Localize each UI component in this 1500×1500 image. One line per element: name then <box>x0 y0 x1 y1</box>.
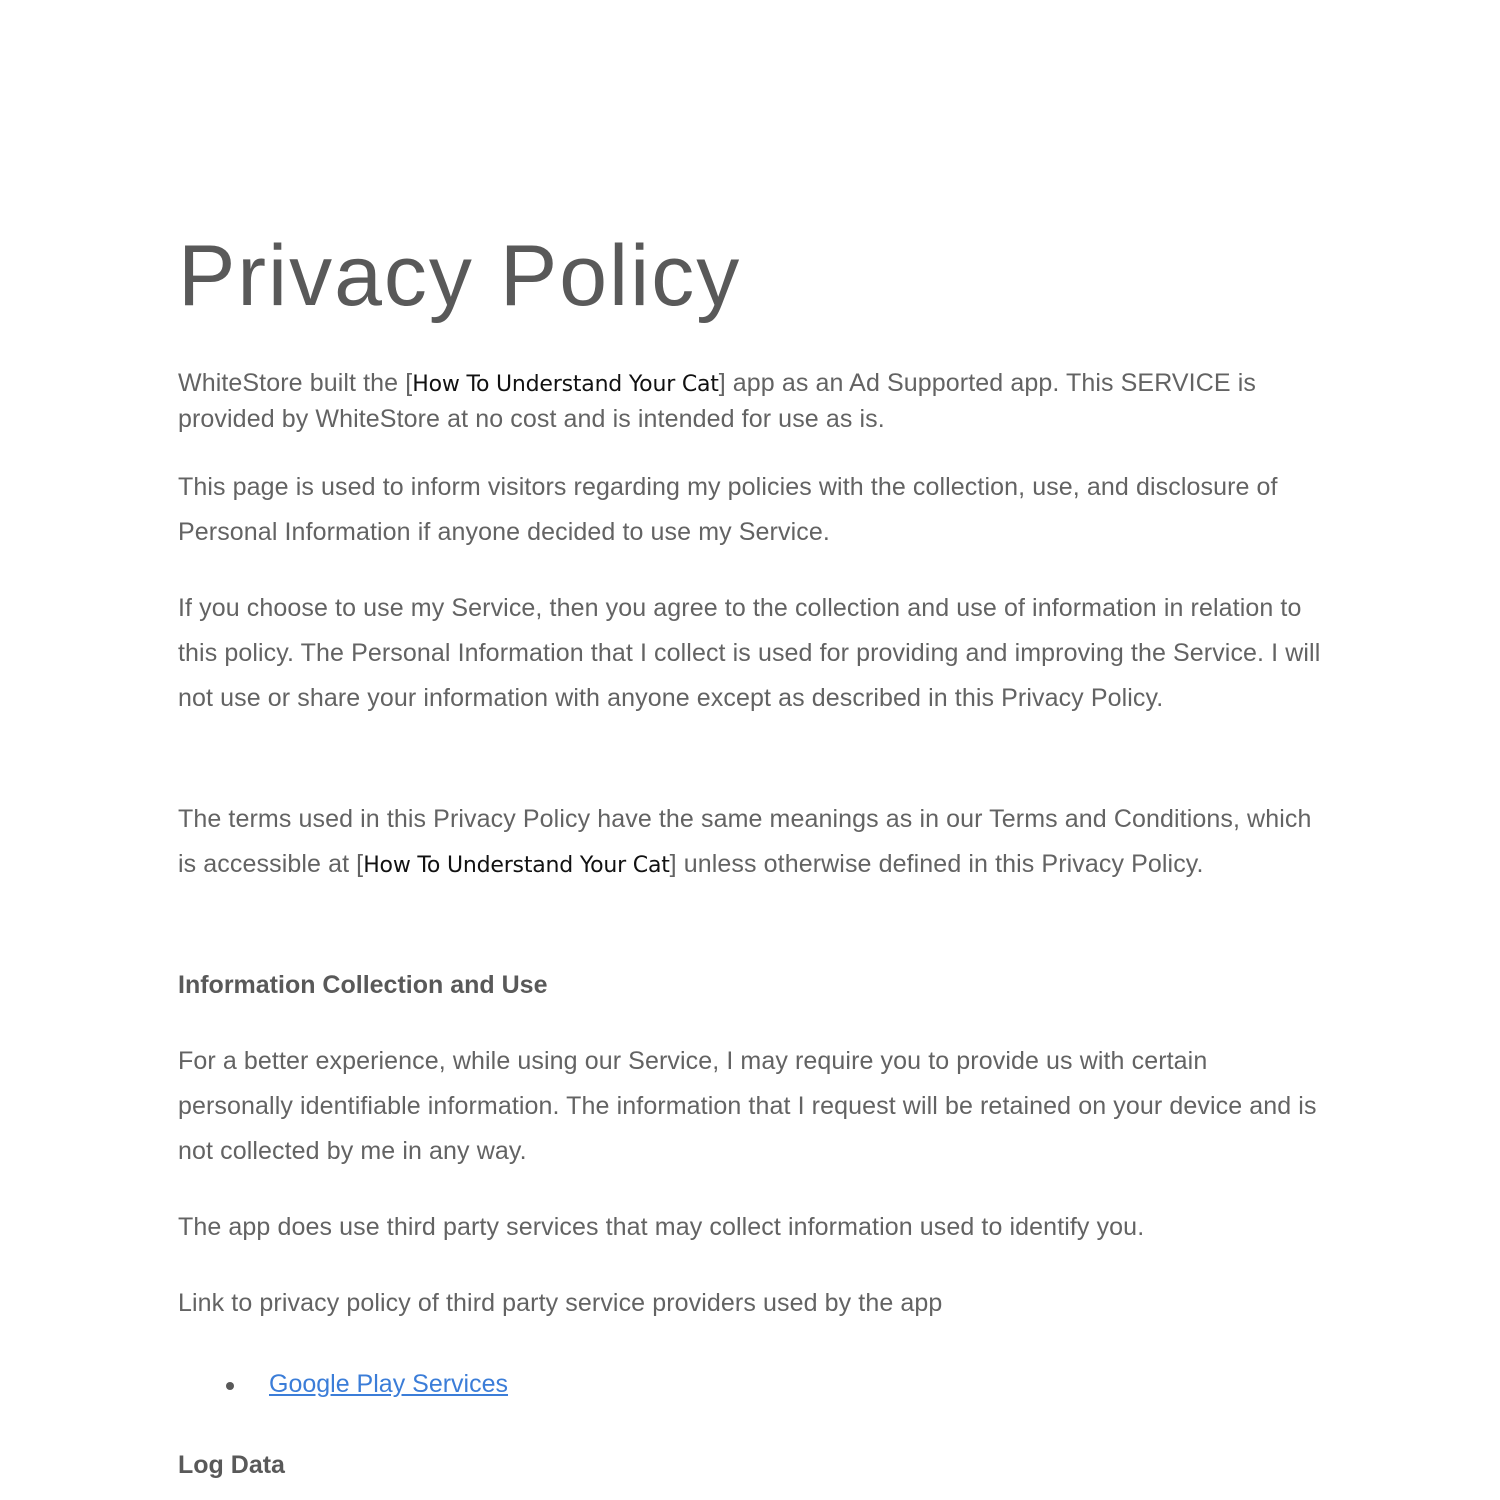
third-party-links-list <box>178 1362 508 1407</box>
intro-paragraph <box>178 366 1328 437</box>
info-collection-paragraph: For a better experience, while using our Service, I may require you to provide us with certain personally identifiable information. The information that I request will be retained on your device and is not collected by me in any way. <box>178 1047 1317 1165</box>
visitors-paragraph: This page is used to inform visitors regarding my policies with the collection, use, and disclosure of Personal Information if anyone decided to use my Service. <box>178 473 1278 546</box>
intro-text-after: ] app as an Ad Supported app. This SERVICE is provided by WhiteStore at no cost and is intended for use as is. <box>178 369 1256 433</box>
document-page <box>178 0 1328 1500</box>
terms-text-after: ] unless otherwise defined in this Privacy Policy. <box>669 850 1204 878</box>
intro-app-name: How To Understand Your Cat <box>412 372 719 397</box>
third-party-links-intro: Link to privacy policy of third party service providers used by the app <box>178 1289 943 1317</box>
list-item <box>178 1362 508 1407</box>
intro-text-before: WhiteStore built the [ <box>178 369 413 397</box>
google-play-services-link[interactable]: Google Play Services <box>269 1370 509 1398</box>
page-title: Privacy Policy <box>178 228 742 324</box>
log-data-heading: Log Data <box>178 1451 285 1479</box>
info-collection-heading: Information Collection and Use <box>178 971 548 999</box>
terms-app-name: How To Understand Your Cat <box>363 853 670 878</box>
bullet-icon <box>226 1382 234 1390</box>
terms-paragraph <box>178 797 1328 888</box>
consent-paragraph: If you choose to use my Service, then you agree to the collection and use of information in relation to this policy. The Personal Information that I collect is used for providing and improving the Service. I will not use or share your information with anyone except as described in this Privacy Policy. <box>178 594 1321 712</box>
terms-text-before: The terms used in this Privacy Policy have the same meanings as in our Terms and Conditions, which is accessible at [ <box>178 805 1312 878</box>
third-party-paragraph: The app does use third party services that may collect information used to identify you. <box>178 1213 1145 1241</box>
